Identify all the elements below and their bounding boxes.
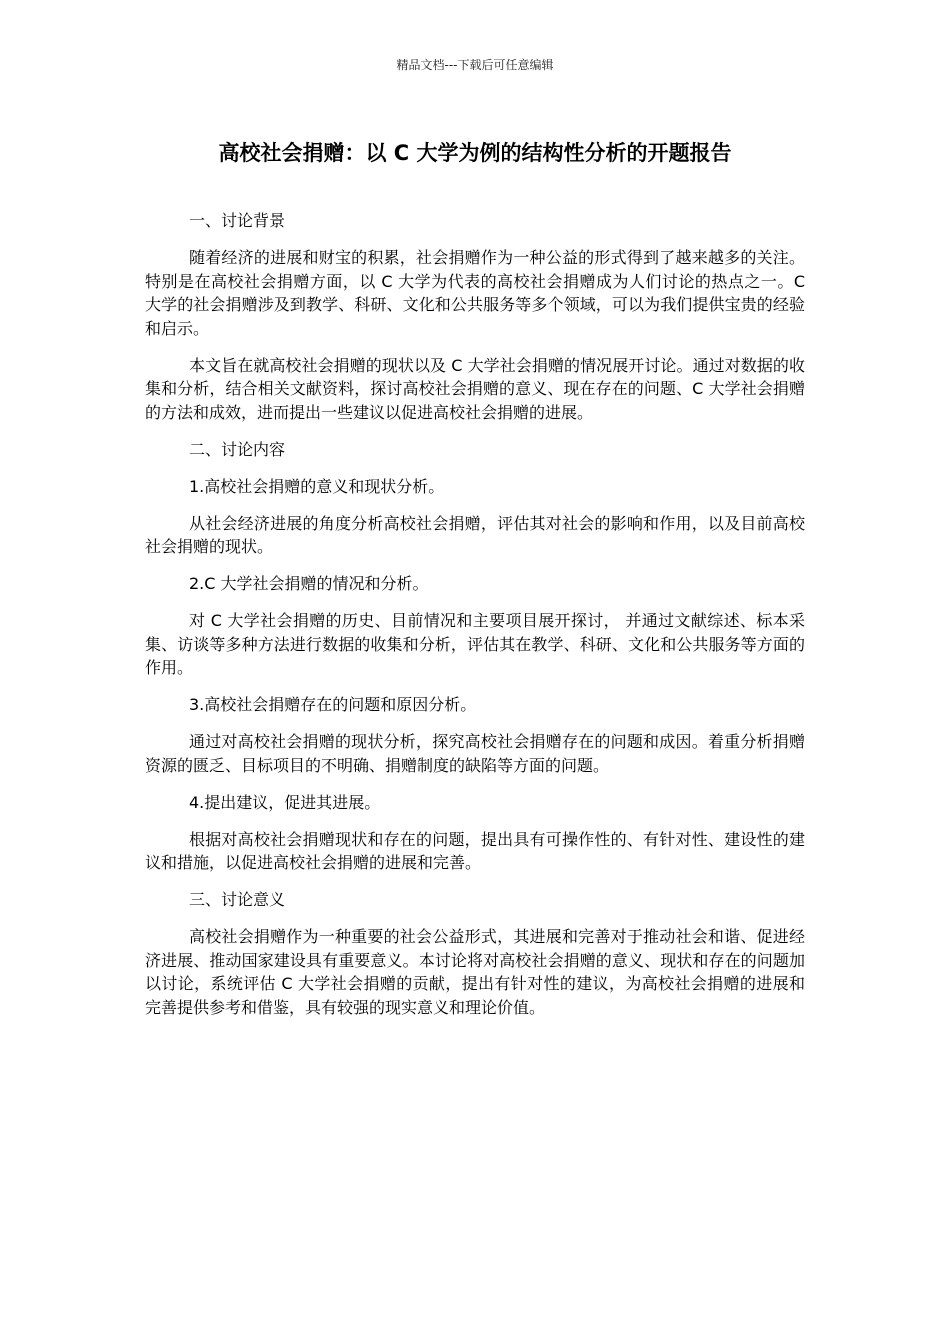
- content-item-2-heading: 2.C 大学社会捐赠的情况和分析。: [189, 574, 429, 593]
- section-heading-significance: 三、讨论意义: [189, 890, 286, 909]
- background-paragraph-2: 本文旨在就高校社会捐赠的现状以及 C 大学社会捐赠的情况展开讨论。通过对数据的收集和分析，结合相关文献资料，探讨高校社会捐赠的意义、现在存在的问题、C 大学社会捐赠的方法和成效，进而提出一些建议以促进高校社会捐赠的进展。: [145, 355, 805, 422]
- document-title: 高校社会捐赠：以 C 大学为例的结构性分析的开题报告: [218, 141, 732, 165]
- content-item-3-heading: 3.高校社会捐赠存在的问题和原因分析。: [189, 695, 477, 714]
- significance-paragraph-1: 高校社会捐赠作为一种重要的社会公益形式，其进展和完善对于推动社会和谐、促进经济进展、推动国家建设具有重要意义。本讨论将对高校社会捐赠的意义、现状和存在的问题加以讨论，系统评估 C 大学社会捐赠的贡献，提出有针对性的建议，为高校社会捐赠的进展和完善提供参考和借鉴，具有较强的现实意义和理论价值。: [145, 927, 805, 1017]
- content-item-2-text: 对 C 大学社会捐赠的历史、目前情况和主要项目展开探讨， 并通过文献综述、标本采集、访谈等多种方法进行数据的收集和分析，评估其在教学、科研、文化和公共服务等方面的作用。: [145, 611, 805, 677]
- content-item-4-text: 根据对高校社会捐赠现状和存在的问题，提出具有可操作性的、有针对性、建设性的建议和措施，以促进高校社会捐赠的进展和完善。: [145, 829, 805, 872]
- section-heading-background: 一、讨论背景: [189, 211, 286, 230]
- content-item-4-heading: 4.提出建议，促进其进展。: [189, 792, 381, 812]
- section-heading-content: 二、讨论内容: [189, 439, 286, 459]
- content-item-3-text: 通过对高校社会捐赠的现状分析，探究高校社会捐赠存在的问题和成因。着重分析捐赠资源的匮乏、目标项目的不明确、捐赠制度的缺陷等方面的问题。: [145, 732, 805, 775]
- content-item-1-text: 从社会经济进展的角度分析高校社会捐赠，评估其对社会的影响和作用，以及目前高校社会捐赠的现状。: [145, 513, 805, 556]
- background-paragraph-1: 随着经济的进展和财宝的积累，社会捐赠作为一种公益的形式得到了越来越多的关注。特别是在高校社会捐赠方面，以 C 大学为代表的高校社会捐赠成为人们讨论的热点之一。C 大学的社会捐赠涉及到教学、科研、文化和公共服务等多个领域，可以为我们提供宝贵的经验和启示。: [145, 248, 805, 338]
- content-item-1-heading: 1.高校社会捐赠的意义和现状分析。: [189, 476, 445, 496]
- page-header-watermark: 精品文档---下载后可任意编辑: [396, 58, 554, 72]
- document-body: [145, 209, 805, 1033]
